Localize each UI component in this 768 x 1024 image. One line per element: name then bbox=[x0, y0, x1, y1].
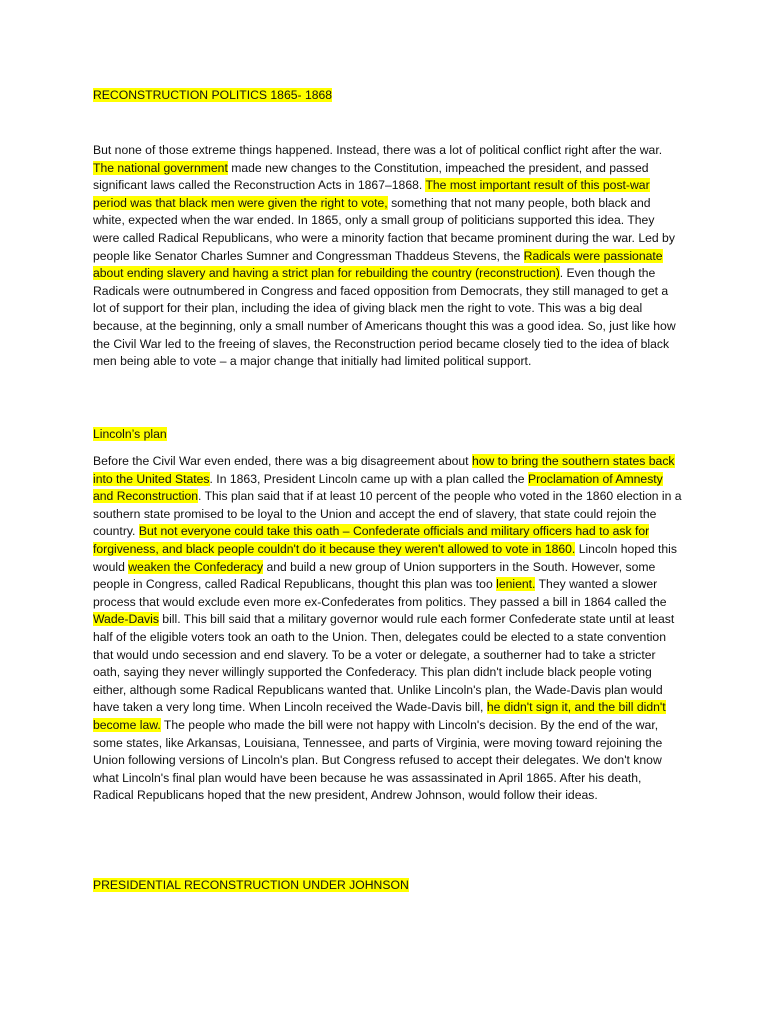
text-run: But none of those extreme things happened. Instead, there was a lot of political conflict right after the war. bbox=[93, 143, 663, 157]
text-run: Before the Civil War even ended, there was a big disagreement about bbox=[93, 454, 472, 468]
title-highlight: RECONSTRUCTION POLITICS 1865- 1868 bbox=[93, 88, 333, 102]
document-title bbox=[93, 87, 332, 105]
highlighted-text: The most important result of this post-war period was that black men were given the right to vote, bbox=[93, 178, 650, 210]
highlighted-text: how to bring the southern states back into the United States bbox=[93, 454, 675, 486]
section-heading-presidential-reconstruction bbox=[93, 877, 409, 895]
highlighted-text: Wade-Davis bbox=[93, 612, 159, 627]
highlighted-text: weaken the Confederacy bbox=[128, 559, 264, 574]
highlighted-text: Proclamation of Amnesty and Reconstruction bbox=[93, 471, 663, 504]
heading-highlight: Lincoln’s plan bbox=[93, 427, 167, 441]
text-run: and build a new group of Union supporters in the South. However, some people in Congress, called Radical Republicans, thought this plan was too bbox=[93, 559, 656, 592]
text-run: The people who made the bill were not happy with Lincoln's decision. By the end of the war, some states, like Arkansas, Louisiana, Tennessee, and parts of Virginia, were moving toward rejoining the Union following versions of Lincoln's plan. But Congress refused to accept their delegates. We don't know what Lincoln's final plan would have been because he was assassinated in April 1865. After his death, Radical Republicans hoped that the new president, Andrew Johnson, would follow their ideas. bbox=[93, 717, 663, 803]
text-run: Lincoln hoped this would bbox=[93, 541, 677, 574]
highlighted-text: Radicals were passionate about ending slavery and having a strict plan for rebuilding the country (reconstruction) bbox=[93, 248, 663, 281]
text-run: . Even though the Radicals were outnumbered in Congress and faced opposition from Democrats, they still managed to get a lot of support for their plan, including the idea of giving black men the right to vote. This was a big deal because, at the beginning, only a small number of Americans thought this was a good idea. So, just like how the Civil War led to the freeing of slaves, the Reconstruction period became closely tied to the idea of black men being able to vote – a major change that initially had limited political support. bbox=[93, 266, 676, 369]
section-heading-lincolns-plan bbox=[93, 426, 167, 444]
text-run: made new changes to the Constitution, impeached the president, and passed significant laws called the Reconstruction Acts in 1867–1868. bbox=[93, 160, 649, 193]
text-run: something that not many people, both black and white, expected when the war ended. In 1865, only a small group of politicians supported this idea. They were called Radical Republicans, who were a minority faction that became prominent during the war. Led by people like Senator Charles Sumner and Congressman Thaddeus Stevens, the bbox=[93, 195, 675, 263]
text-run: bill. This bill said that a military governor would rule each former Confederate state until at least half of the eligible voters took an oath to the Union. Then, delegates could be elected to a state convention that would undo secession and end slavery. To be a voter or delegate, a southerner had to take a stricter oath, saying they never willingly supported the Confederacy. This plan didn't include black people voting either, although some Radical Republicans wanted that. Unlike Lincoln's plan, the Wade-Davis plan would have taken a very long time. When Lincoln received the Wade-Davis bill, bbox=[93, 612, 675, 715]
text-run: . In 1863, President Lincoln came up with a plan called the bbox=[209, 471, 528, 486]
highlighted-text: lenient. bbox=[496, 577, 536, 592]
highlighted-text: he didn't sign it, and the bill didn't become law. bbox=[93, 700, 666, 732]
highlighted-text: But not everyone could take this oath – Confederate officials and military officers had to ask for forgiveness, and black people couldn't do it because they weren't allowed to vote in 1860. bbox=[93, 524, 650, 556]
paragraph-lincolns-plan bbox=[93, 453, 683, 805]
highlighted-text: The national government bbox=[93, 160, 228, 175]
heading-highlight: PRESIDENTIAL RECONSTRUCTION UNDER JOHNSON bbox=[93, 878, 409, 892]
text-run: They wanted a slower process that would exclude even more ex-Confederates from politics. They passed a bill in 1864 called the bbox=[93, 577, 667, 609]
paragraph-reconstruction-politics bbox=[93, 142, 683, 371]
text-run: . This plan said that if at least 10 percent of the people who voted in the 1860 election in a southern state promised to be loyal to the Union and accept the end of slavery, that state could rejoin the country. bbox=[93, 489, 682, 539]
